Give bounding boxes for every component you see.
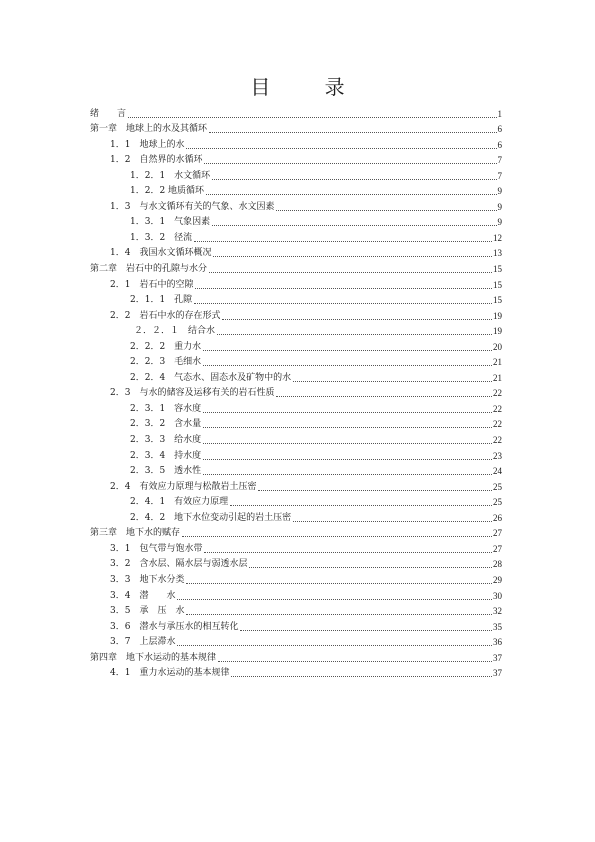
- toc-entry-label: 3．3 地下水分类: [110, 574, 185, 585]
- dot-leader: [182, 536, 492, 537]
- toc-entry-page-number: 6: [497, 124, 502, 135]
- dot-leader: [203, 365, 492, 366]
- toc-entry-label: 1．2 自然界的水循环: [110, 155, 203, 166]
- toc-entry[interactable]: [90, 213, 502, 229]
- toc-entry-label: 2．4．1 有效应力原理: [130, 497, 229, 508]
- toc-entry-page-number: 25: [493, 497, 502, 508]
- toc-entry-label: 3．7 上层滞水: [110, 637, 176, 648]
- toc-entry-label: 1．1 地球上的水: [110, 139, 185, 150]
- toc-entry-page-number: 22: [493, 403, 502, 414]
- toc-entry[interactable]: [90, 524, 502, 540]
- toc-entry[interactable]: [90, 275, 502, 291]
- toc-entry-page-number: 15: [493, 295, 502, 306]
- toc-entry[interactable]: [90, 337, 502, 353]
- toc-entry-page-number: 19: [493, 326, 502, 337]
- toc-entry[interactable]: [90, 104, 502, 120]
- toc-entry[interactable]: [90, 648, 502, 664]
- toc-entry[interactable]: [90, 322, 502, 338]
- toc-entry[interactable]: [90, 399, 502, 415]
- toc-entry-page-number: 7: [497, 155, 502, 166]
- toc-entry-label: 2．2．4 气态水、固态水及矿物中的水: [130, 372, 292, 383]
- toc-entry-page-number: 22: [493, 388, 502, 399]
- dot-leader: [194, 303, 492, 304]
- toc-entry-label: 2．2．2 重力水: [130, 341, 202, 352]
- toc-entry-label: 第一章 地球上的水及其循环: [90, 124, 208, 135]
- toc-entry-page-number: 12: [493, 232, 502, 243]
- toc-entry-label: 2．3．1 容水度: [130, 403, 202, 414]
- toc-entry[interactable]: [90, 493, 502, 509]
- dot-leader: [195, 288, 492, 289]
- dot-leader: [177, 645, 492, 646]
- toc-entry[interactable]: [90, 166, 502, 182]
- toc-entry[interactable]: [90, 446, 502, 462]
- toc-entry-page-number: 36: [493, 637, 502, 648]
- dot-leader: [206, 194, 496, 195]
- toc-entry[interactable]: [90, 477, 502, 493]
- toc-entry-label: 3．2 含水层、隔水层与弱透水层: [110, 559, 248, 570]
- toc-entry[interactable]: [90, 586, 502, 602]
- toc-entry-label: 4．1 重力水运动的基本规律: [110, 668, 230, 679]
- toc-entry-page-number: 24: [493, 466, 502, 477]
- page-title: 目 录: [250, 75, 369, 99]
- toc-entry-page-number: 25: [493, 481, 502, 492]
- dot-leader: [186, 148, 496, 149]
- dot-leader: [222, 319, 492, 320]
- toc-entry[interactable]: [90, 633, 502, 649]
- toc-entry-page-number: 29: [493, 574, 502, 585]
- toc-entry-page-number: 32: [493, 606, 502, 617]
- dot-leader: [203, 350, 492, 351]
- toc-entry-page-number: 6: [497, 139, 502, 150]
- dot-leader: [209, 272, 492, 273]
- toc-entry-page-number: 27: [493, 543, 502, 554]
- dot-leader: [293, 521, 492, 522]
- toc-entry[interactable]: [90, 120, 502, 136]
- toc-entry[interactable]: [90, 415, 502, 431]
- toc-entry-label: 3．1 包气带与饱水带: [110, 543, 203, 554]
- toc-entry-page-number: 15: [493, 264, 502, 275]
- toc-entry[interactable]: [90, 430, 502, 446]
- dot-leader: [249, 567, 492, 568]
- dot-leader: [204, 163, 496, 164]
- toc-entry-page-number: 22: [493, 419, 502, 430]
- toc-entry-page-number: 37: [493, 652, 502, 663]
- dot-leader: [177, 599, 492, 600]
- dot-leader: [203, 474, 492, 475]
- toc-entry-page-number: 1: [497, 108, 502, 119]
- dot-leader: [186, 583, 492, 584]
- toc-entry-label: 1．3．2 径流: [130, 232, 193, 243]
- dot-leader: [209, 132, 496, 133]
- toc-entry-page-number: 15: [493, 279, 502, 290]
- toc-entry-label: 2．3．5 透水性: [130, 466, 202, 477]
- toc-entry-page-number: 21: [493, 372, 502, 383]
- toc-entry[interactable]: [90, 259, 502, 275]
- toc-entry-page-number: 21: [493, 357, 502, 368]
- dot-leader: [258, 490, 492, 491]
- dot-leader: [240, 630, 492, 631]
- toc-entry-page-number: 37: [493, 668, 502, 679]
- toc-entry-page-number: 22: [493, 435, 502, 446]
- toc-entry[interactable]: [90, 555, 502, 571]
- toc-entry-label: 1．4 我国水文循环概况: [110, 248, 212, 259]
- toc-entry-page-number: 9: [497, 201, 502, 212]
- toc-entry[interactable]: [90, 508, 502, 524]
- toc-entry-page-number: 27: [493, 528, 502, 539]
- dot-leader: [203, 412, 492, 413]
- toc-entry-page-number: 9: [497, 217, 502, 228]
- toc-entry-label: 第二章 岩石中的孔隙与水分: [90, 264, 208, 275]
- toc-entry[interactable]: [90, 244, 502, 260]
- toc-entry-label: 2．3 与水的储容及运移有关的岩石性质: [110, 388, 275, 399]
- dot-leader: [218, 661, 492, 662]
- toc-entry[interactable]: [90, 664, 502, 680]
- toc-entry-label: 2．2．3 毛细水: [130, 357, 202, 368]
- toc-entry-page-number: 20: [493, 341, 502, 352]
- toc-entry-page-number: 7: [497, 170, 502, 181]
- toc-entry[interactable]: [90, 539, 502, 555]
- toc-entry-label: 2．4．2 地下水位变动引起的岩土压密: [130, 512, 292, 523]
- toc-entry[interactable]: [90, 617, 502, 633]
- toc-entry-label: 2．3．4 持水度: [130, 450, 202, 461]
- dot-leader: [203, 443, 492, 444]
- toc-entry-page-number: 19: [493, 310, 502, 321]
- toc-entry-label: 3．6 潜水与承压水的相互转化: [110, 621, 239, 632]
- dot-leader: [128, 117, 496, 118]
- toc-entry-label: 第四章 地下水运动的基本规律: [90, 652, 217, 663]
- toc-entry-page-number: 35: [493, 621, 502, 632]
- toc-entry-page-number: 30: [493, 590, 502, 601]
- dot-leader: [203, 427, 492, 428]
- table-of-contents: [90, 104, 502, 679]
- toc-entry-label: 2．2 岩石中水的存在形式: [110, 310, 221, 321]
- dot-leader: [186, 614, 492, 615]
- dot-leader: [213, 256, 492, 257]
- toc-entry[interactable]: [90, 384, 502, 400]
- toc-entry-label: 2．3．3 给水度: [130, 435, 202, 446]
- toc-entry-label: 3．5 承 压 水: [110, 606, 185, 617]
- dot-leader: [230, 505, 492, 506]
- dot-leader: [212, 179, 496, 180]
- dot-leader: [217, 334, 492, 335]
- toc-entry-label: 1．3．1 气象因素: [130, 217, 211, 228]
- dot-leader: [203, 459, 492, 460]
- dot-leader: [231, 676, 492, 677]
- toc-entry[interactable]: [90, 291, 502, 307]
- toc-entry-page-number: 13: [493, 248, 502, 259]
- dot-leader: [293, 381, 492, 382]
- toc-entry[interactable]: [90, 197, 502, 213]
- toc-entry[interactable]: [90, 306, 502, 322]
- toc-entry-label: 1．2．1 水文循环: [130, 170, 211, 181]
- toc-entry[interactable]: [90, 228, 502, 244]
- dot-leader: [276, 396, 492, 397]
- toc-entry[interactable]: [90, 462, 502, 478]
- toc-entry[interactable]: [90, 570, 502, 586]
- toc-entry-label: 1．3 与水文循环有关的气象、水文因素: [110, 201, 275, 212]
- toc-entry[interactable]: [90, 135, 502, 151]
- toc-entry-label: 绪 言: [90, 108, 127, 119]
- dot-leader: [276, 210, 496, 211]
- dot-leader: [212, 225, 496, 226]
- toc-entry[interactable]: [90, 602, 502, 618]
- toc-entry-page-number: 9: [497, 186, 502, 197]
- toc-entry-label: 2．4 有效应力原理与松散岩土压密: [110, 481, 257, 492]
- toc-entry-label: 3．4 潜 水: [110, 590, 176, 601]
- toc-entry[interactable]: [90, 182, 502, 198]
- toc-entry-label: ２．２．１ 结合水: [134, 326, 216, 337]
- toc-entry-label: 第三章 地下水的赋存: [90, 528, 181, 539]
- toc-entry-label: 1．2．2 地质循环: [130, 186, 205, 197]
- toc-entry-label: 2．1 岩石中的空隙: [110, 279, 194, 290]
- toc-entry[interactable]: [90, 151, 502, 167]
- toc-entry-page-number: 28: [493, 559, 502, 570]
- toc-entry[interactable]: [90, 353, 502, 369]
- toc-entry-page-number: 23: [493, 450, 502, 461]
- dot-leader: [194, 241, 492, 242]
- toc-entry[interactable]: [90, 368, 502, 384]
- dot-leader: [204, 552, 492, 553]
- toc-entry-label: 2．3．2 含水量: [130, 419, 202, 430]
- toc-entry-page-number: 26: [493, 512, 502, 523]
- toc-entry-label: 2．1．1 孔隙: [130, 295, 193, 306]
